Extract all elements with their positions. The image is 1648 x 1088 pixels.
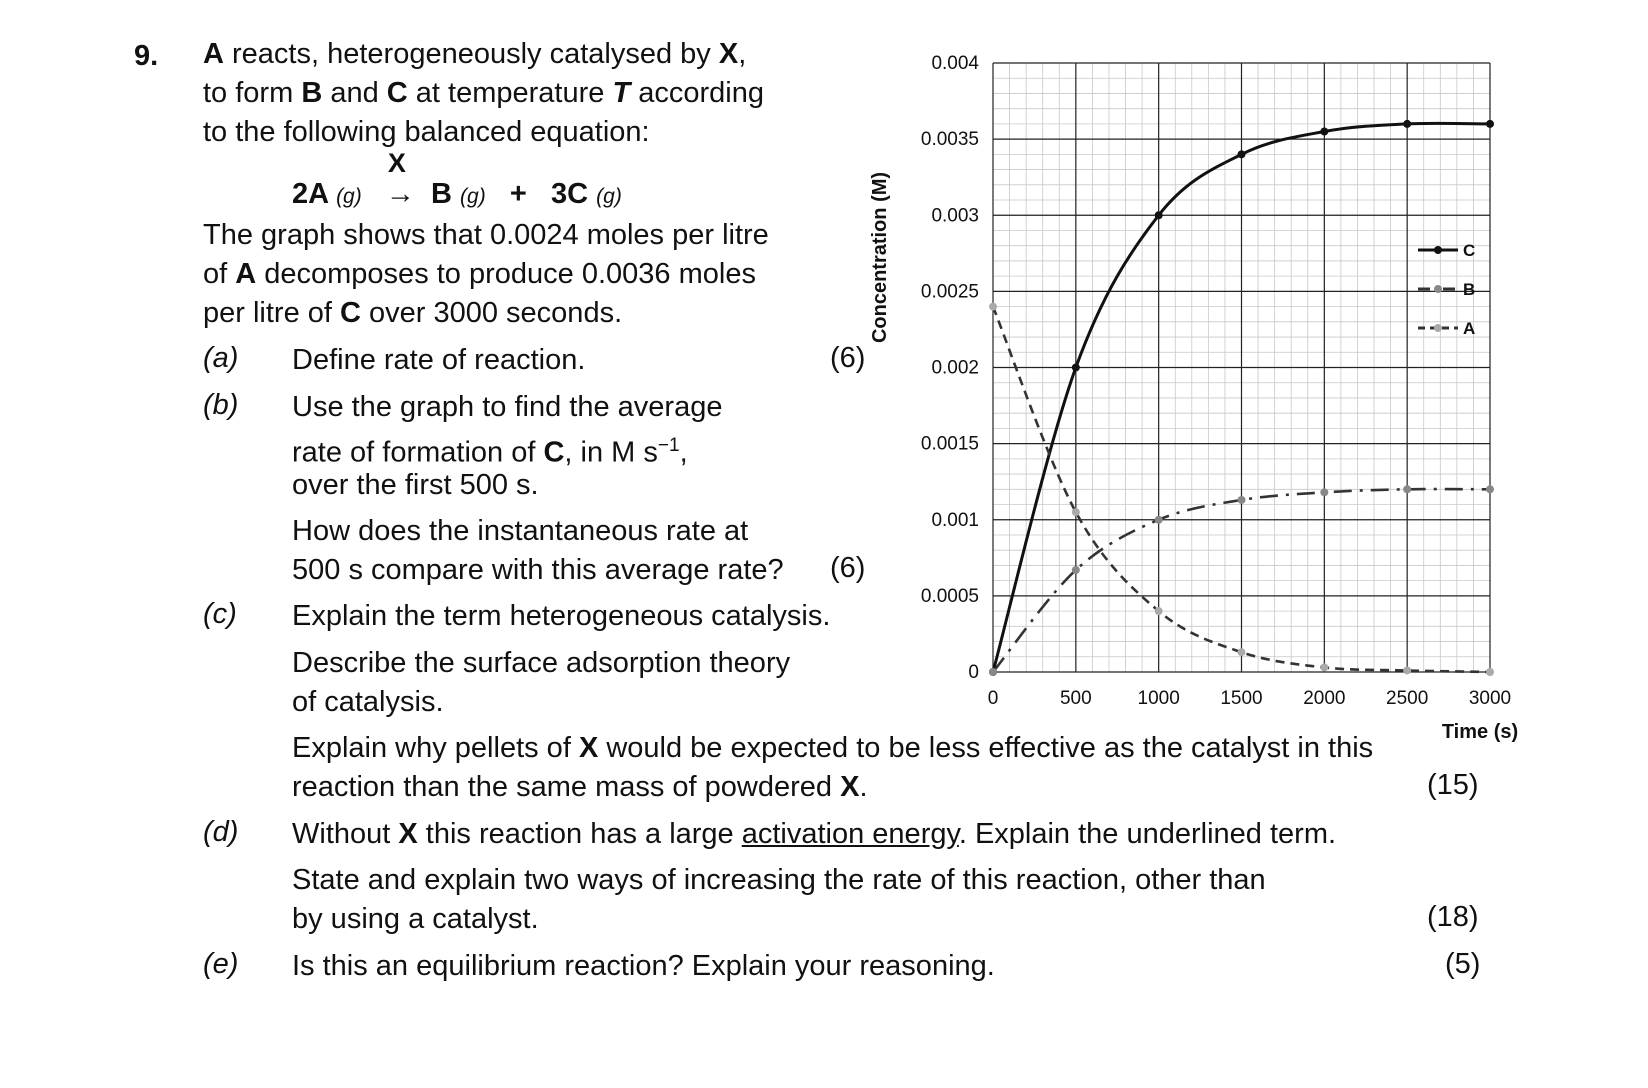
intro-line-1: A reacts, heterogeneously catalysed by X, xyxy=(203,38,747,70)
legend-marker-A xyxy=(1434,324,1442,332)
x-tick-label: 1500 xyxy=(1220,688,1263,709)
data-point-A xyxy=(1072,508,1080,516)
data-point-A xyxy=(1238,648,1246,656)
part-c-label: (c) xyxy=(203,598,237,630)
data-point-C xyxy=(1320,128,1328,136)
part-b-line-5: 500 s compare with this average rate? xyxy=(292,554,784,586)
legend-marker-C xyxy=(1434,246,1442,254)
question-number: 9. xyxy=(134,40,159,72)
data-point-C xyxy=(1486,120,1494,128)
graph-text-line-2: of A decomposes to produce 0.0036 moles xyxy=(203,258,756,290)
data-point-C xyxy=(1155,211,1163,219)
y-tick-label: 0.003 xyxy=(931,205,979,227)
reaction-arrow: → xyxy=(385,178,415,210)
x-tick-label: 500 xyxy=(1059,688,1092,709)
x-tick-label: 2500 xyxy=(1386,688,1429,709)
part-d-marks: (18) xyxy=(1427,901,1479,933)
y-axis-label: Concentration (M) xyxy=(869,171,891,344)
data-point-B xyxy=(1486,485,1494,493)
graph-text-line-3: per litre of C over 3000 seconds. xyxy=(203,297,623,329)
legend-label-C: C xyxy=(1463,241,1476,260)
part-d-line-1: Without X this reaction has a large activation energy. Explain the underlined term. xyxy=(292,818,1337,850)
part-a-label: (a) xyxy=(203,342,239,374)
part-b-line-3: over the first 500 s. xyxy=(292,469,539,501)
data-point-A xyxy=(1403,666,1411,674)
data-point-C xyxy=(1238,150,1246,158)
data-point-B xyxy=(1403,485,1411,493)
legend xyxy=(1418,241,1475,338)
data-point-B xyxy=(1155,516,1163,524)
x-tick-label: 0 xyxy=(987,688,999,709)
x-tick-label: 1000 xyxy=(1137,688,1180,709)
part-a-marks: (6) xyxy=(830,342,866,374)
part-b-line-1: Use the graph to find the average xyxy=(292,391,723,423)
chemical-equation: 2A (g) X → B (g) + 3C (g) xyxy=(292,148,622,210)
data-point-B xyxy=(1320,488,1328,496)
legend-label-B: B xyxy=(1463,280,1476,299)
part-c-line-3: of catalysis. xyxy=(292,686,444,718)
intro-line-2: to form B and C at temperature T according xyxy=(203,77,764,109)
part-d-line-3: by using a catalyst. xyxy=(292,903,539,935)
part-a-text: Define rate of reaction. xyxy=(292,344,586,376)
legend-label-A: A xyxy=(1463,319,1476,338)
part-c-line-5: reaction than the same mass of powdered X. xyxy=(292,771,868,803)
y-tick-label: 0.0025 xyxy=(920,281,979,303)
part-b-marks: (6) xyxy=(830,552,866,584)
data-point-C xyxy=(1403,120,1411,128)
y-tick-label: 0.002 xyxy=(931,357,979,379)
data-point-A xyxy=(1486,668,1494,676)
y-tick-label: 0 xyxy=(968,662,979,683)
y-tick-label: 0.0005 xyxy=(920,585,979,607)
part-e-text: Is this an equilibrium reaction? Explain your reasoning. xyxy=(292,950,995,982)
graph-text-line-1: The graph shows that 0.0024 moles per litre xyxy=(203,219,769,251)
part-e-label: (e) xyxy=(203,948,239,980)
part-d-label: (d) xyxy=(203,816,239,848)
data-point-A xyxy=(1155,607,1163,615)
underlined-term: activation energy xyxy=(741,818,959,850)
y-tick-label: 0.0015 xyxy=(920,433,979,455)
data-point-B xyxy=(989,668,997,676)
x-tick-label: 3000 xyxy=(1468,688,1512,709)
part-e-marks: (5) xyxy=(1445,948,1481,980)
part-d-line-2: State and explain two ways of increasing the rate of this reaction, other than xyxy=(292,864,1266,896)
x-tick-label: 2000 xyxy=(1303,688,1346,709)
data-point-C xyxy=(1072,364,1080,372)
catalyst-label: X xyxy=(387,148,406,178)
x-axis-label: Time (s) xyxy=(1441,721,1519,743)
data-point-A xyxy=(1320,663,1328,671)
intro-line-3: to the following balanced equation: xyxy=(203,116,650,148)
y-tick-label: 0.004 xyxy=(931,53,979,74)
y-tick-label: 0.0035 xyxy=(920,129,979,151)
data-point-B xyxy=(1072,566,1080,574)
part-b-label: (b) xyxy=(203,389,239,421)
part-c-line-2: Describe the surface adsorption theory xyxy=(292,647,791,679)
part-c-line-4: Explain why pellets of X would be expected to be less effective as the catalyst in this xyxy=(292,732,1374,764)
data-point-B xyxy=(1238,496,1246,504)
part-c-marks: (15) xyxy=(1427,769,1479,801)
part-b-line-4: How does the instantaneous rate at xyxy=(292,515,749,547)
legend-marker-B xyxy=(1434,285,1442,293)
y-tick-label: 0.001 xyxy=(931,509,979,531)
data-point-A xyxy=(989,303,997,311)
part-c-line-1: Explain the term heterogeneous catalysis. xyxy=(292,600,831,632)
part-b-line-2: rate of formation of C, in M $s^{-1}$, xyxy=(292,435,688,469)
